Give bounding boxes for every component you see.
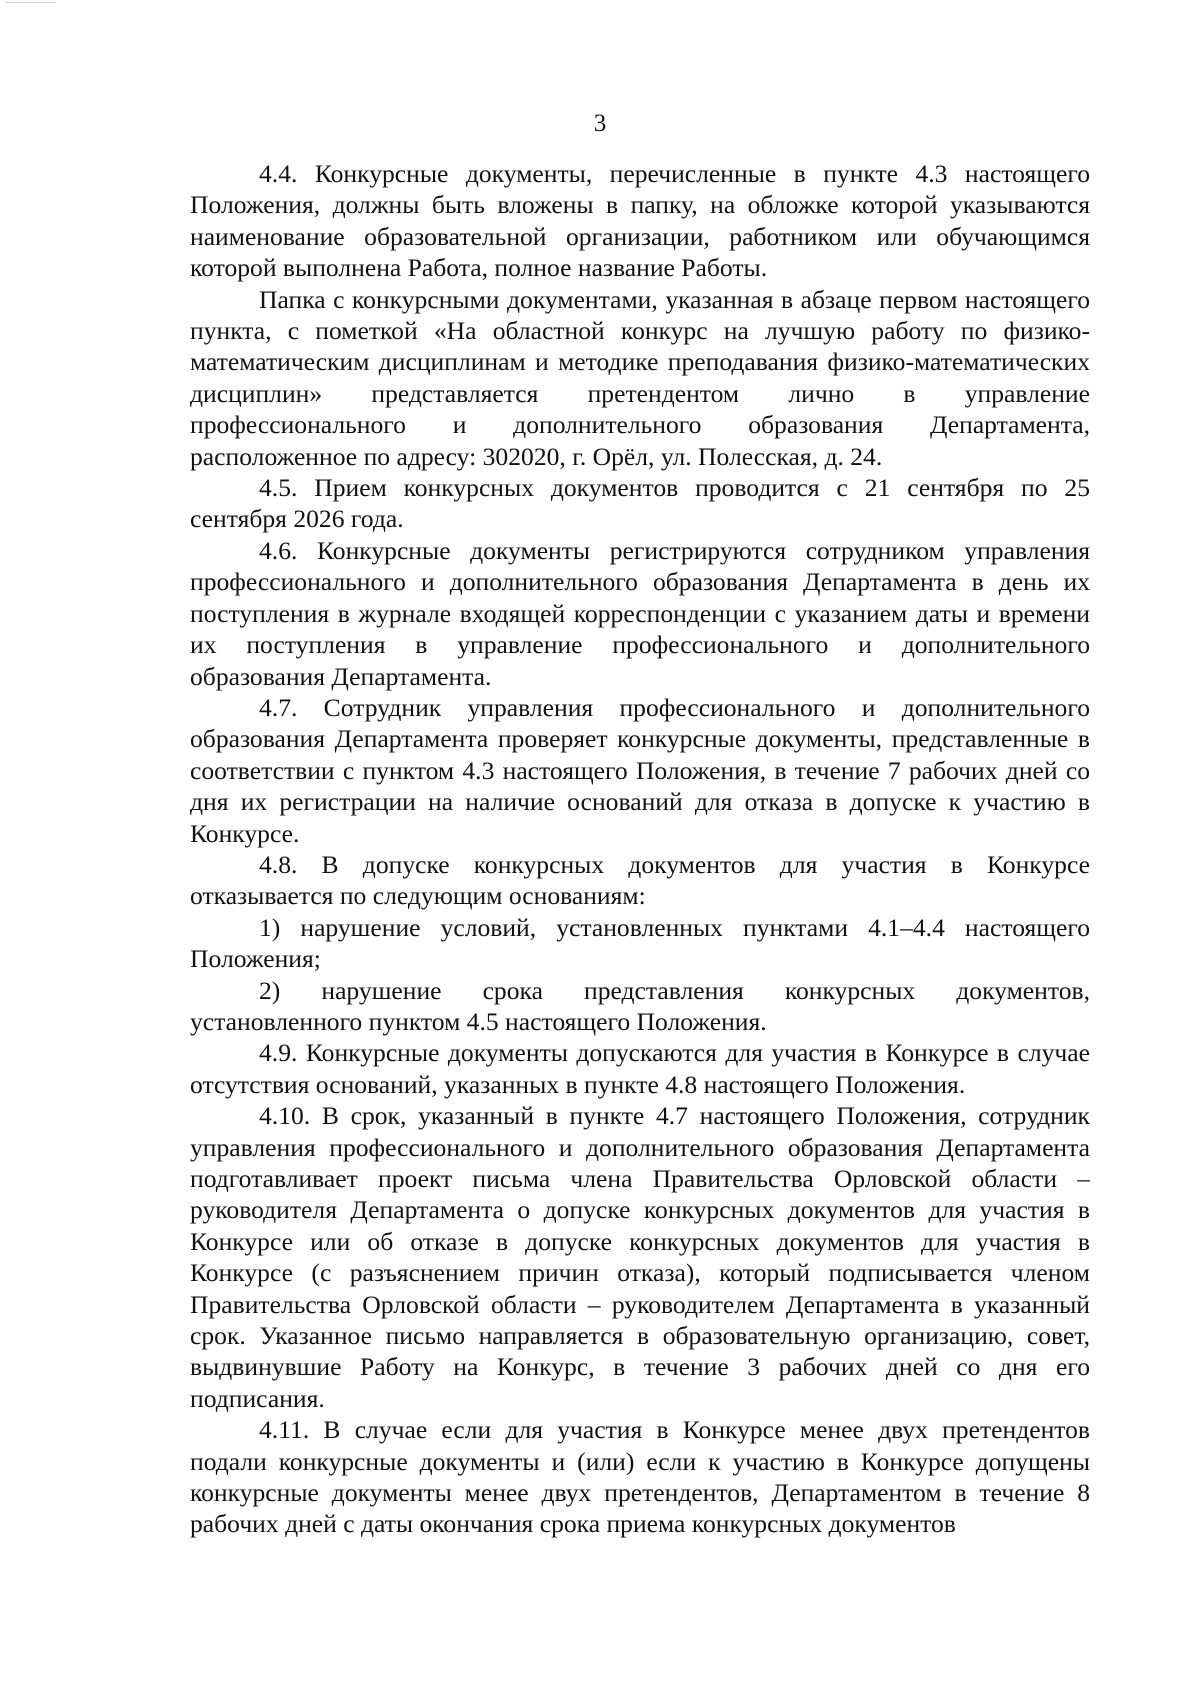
paragraph-4-8: 4.8. В допуске конкурсных документов для участия в Конкурсе отказывается по следующим основаниям: <box>190 849 1090 911</box>
paragraph-folder-submission: Папка с конкурсными документами, указанная в абзаце первом настоящего пункта, с пометкой «На областной конкурс на лучшую работу по физико-математическим дисциплинам и методике преподавания физико-математических дисциплин» представляется претендентом лично в управление профессионального и дополнительного образования Департамента, расположенное по адресу: 302020, г. Орёл, ул. Полесская, д. 24. <box>190 284 1090 471</box>
list-item-1: 1) нарушение условий, установленных пунктами 4.1–4.4 настоящего Положения; <box>190 912 1090 974</box>
paragraph-4-5: 4.5. Прием конкурсных документов проводится с 21 сентября по 25 сентября 2026 года. <box>190 473 1090 534</box>
paragraph-4-7: 4.7. Сотрудник управления профессионального и дополнительного образования Департамента проверяет конкурсные документы, представленные в соответствии с пунктом 4.3 настоящего Положения, в течение 7 рабочих дней со дня их регистрации на наличие оснований для отказа в допуске к участию в Конкурсе. <box>190 692 1090 848</box>
paragraph-4-9: 4.9. Конкурсные документы допускаются для участия в Конкурсе в случае отсутствия оснований, указанных в пункте 4.8 настоящего Положения. <box>190 1038 1090 1099</box>
list-item-2: 2) нарушение срока представления конкурсных документов, установленного пунктом 4.5 настоящего Положения. <box>190 975 1090 1036</box>
document-body <box>190 158 1090 1540</box>
paragraph-4-10: 4.10. В срок, указанный в пункте 4.7 настоящего Положения, сотрудник управления профессионального и дополнительного образования Департамента подготавливает проект письма члена Правительства Орловской области – руководителя Департамента о допуске конкурсных документов для участия в Конкурсе или об отказе в допуске конкурсных документов для участия в Конкурсе (с разъяснением причин отказа), который подписывается членом Правительства Орловской области – руководителем Департамента в указанный срок. Указанное письмо направляется в образовательную организацию, совет, выдвинувшие Работу на Конкурс, в течение 3 рабочих дней со дня его подписания. <box>190 1101 1090 1413</box>
page-number: 3 <box>593 110 607 137</box>
scan-artifact <box>6 2 56 9</box>
paragraph-4-6: 4.6. Конкурсные документы регистрируются сотрудником управления профессионального и дополнительного образования Департамента в день их поступления в журнале входящей корреспонденции с указанием даты и времени их поступления в управление профессионального и дополнительного образования Департамента. <box>190 535 1090 691</box>
paragraph-4-11: 4.11. В случае если для участия в Конкурсе менее двух претендентов подали конкурсные документы и (или) если к участию в Конкурсе допущены конкурсные документы менее двух претендентов, Департаментом в течение 8 рабочих дней с даты окончания срока приема конкурсных документов <box>190 1415 1090 1539</box>
paragraph-4-4: 4.4. Конкурсные документы, перечисленные в пункте 4.3 настоящего Положения, должны быть вложены в папку, на обложке которой указываются наименование образовательной организации, работником или обучающимся которой выполнена Работа, полное название Работы. <box>190 159 1090 283</box>
